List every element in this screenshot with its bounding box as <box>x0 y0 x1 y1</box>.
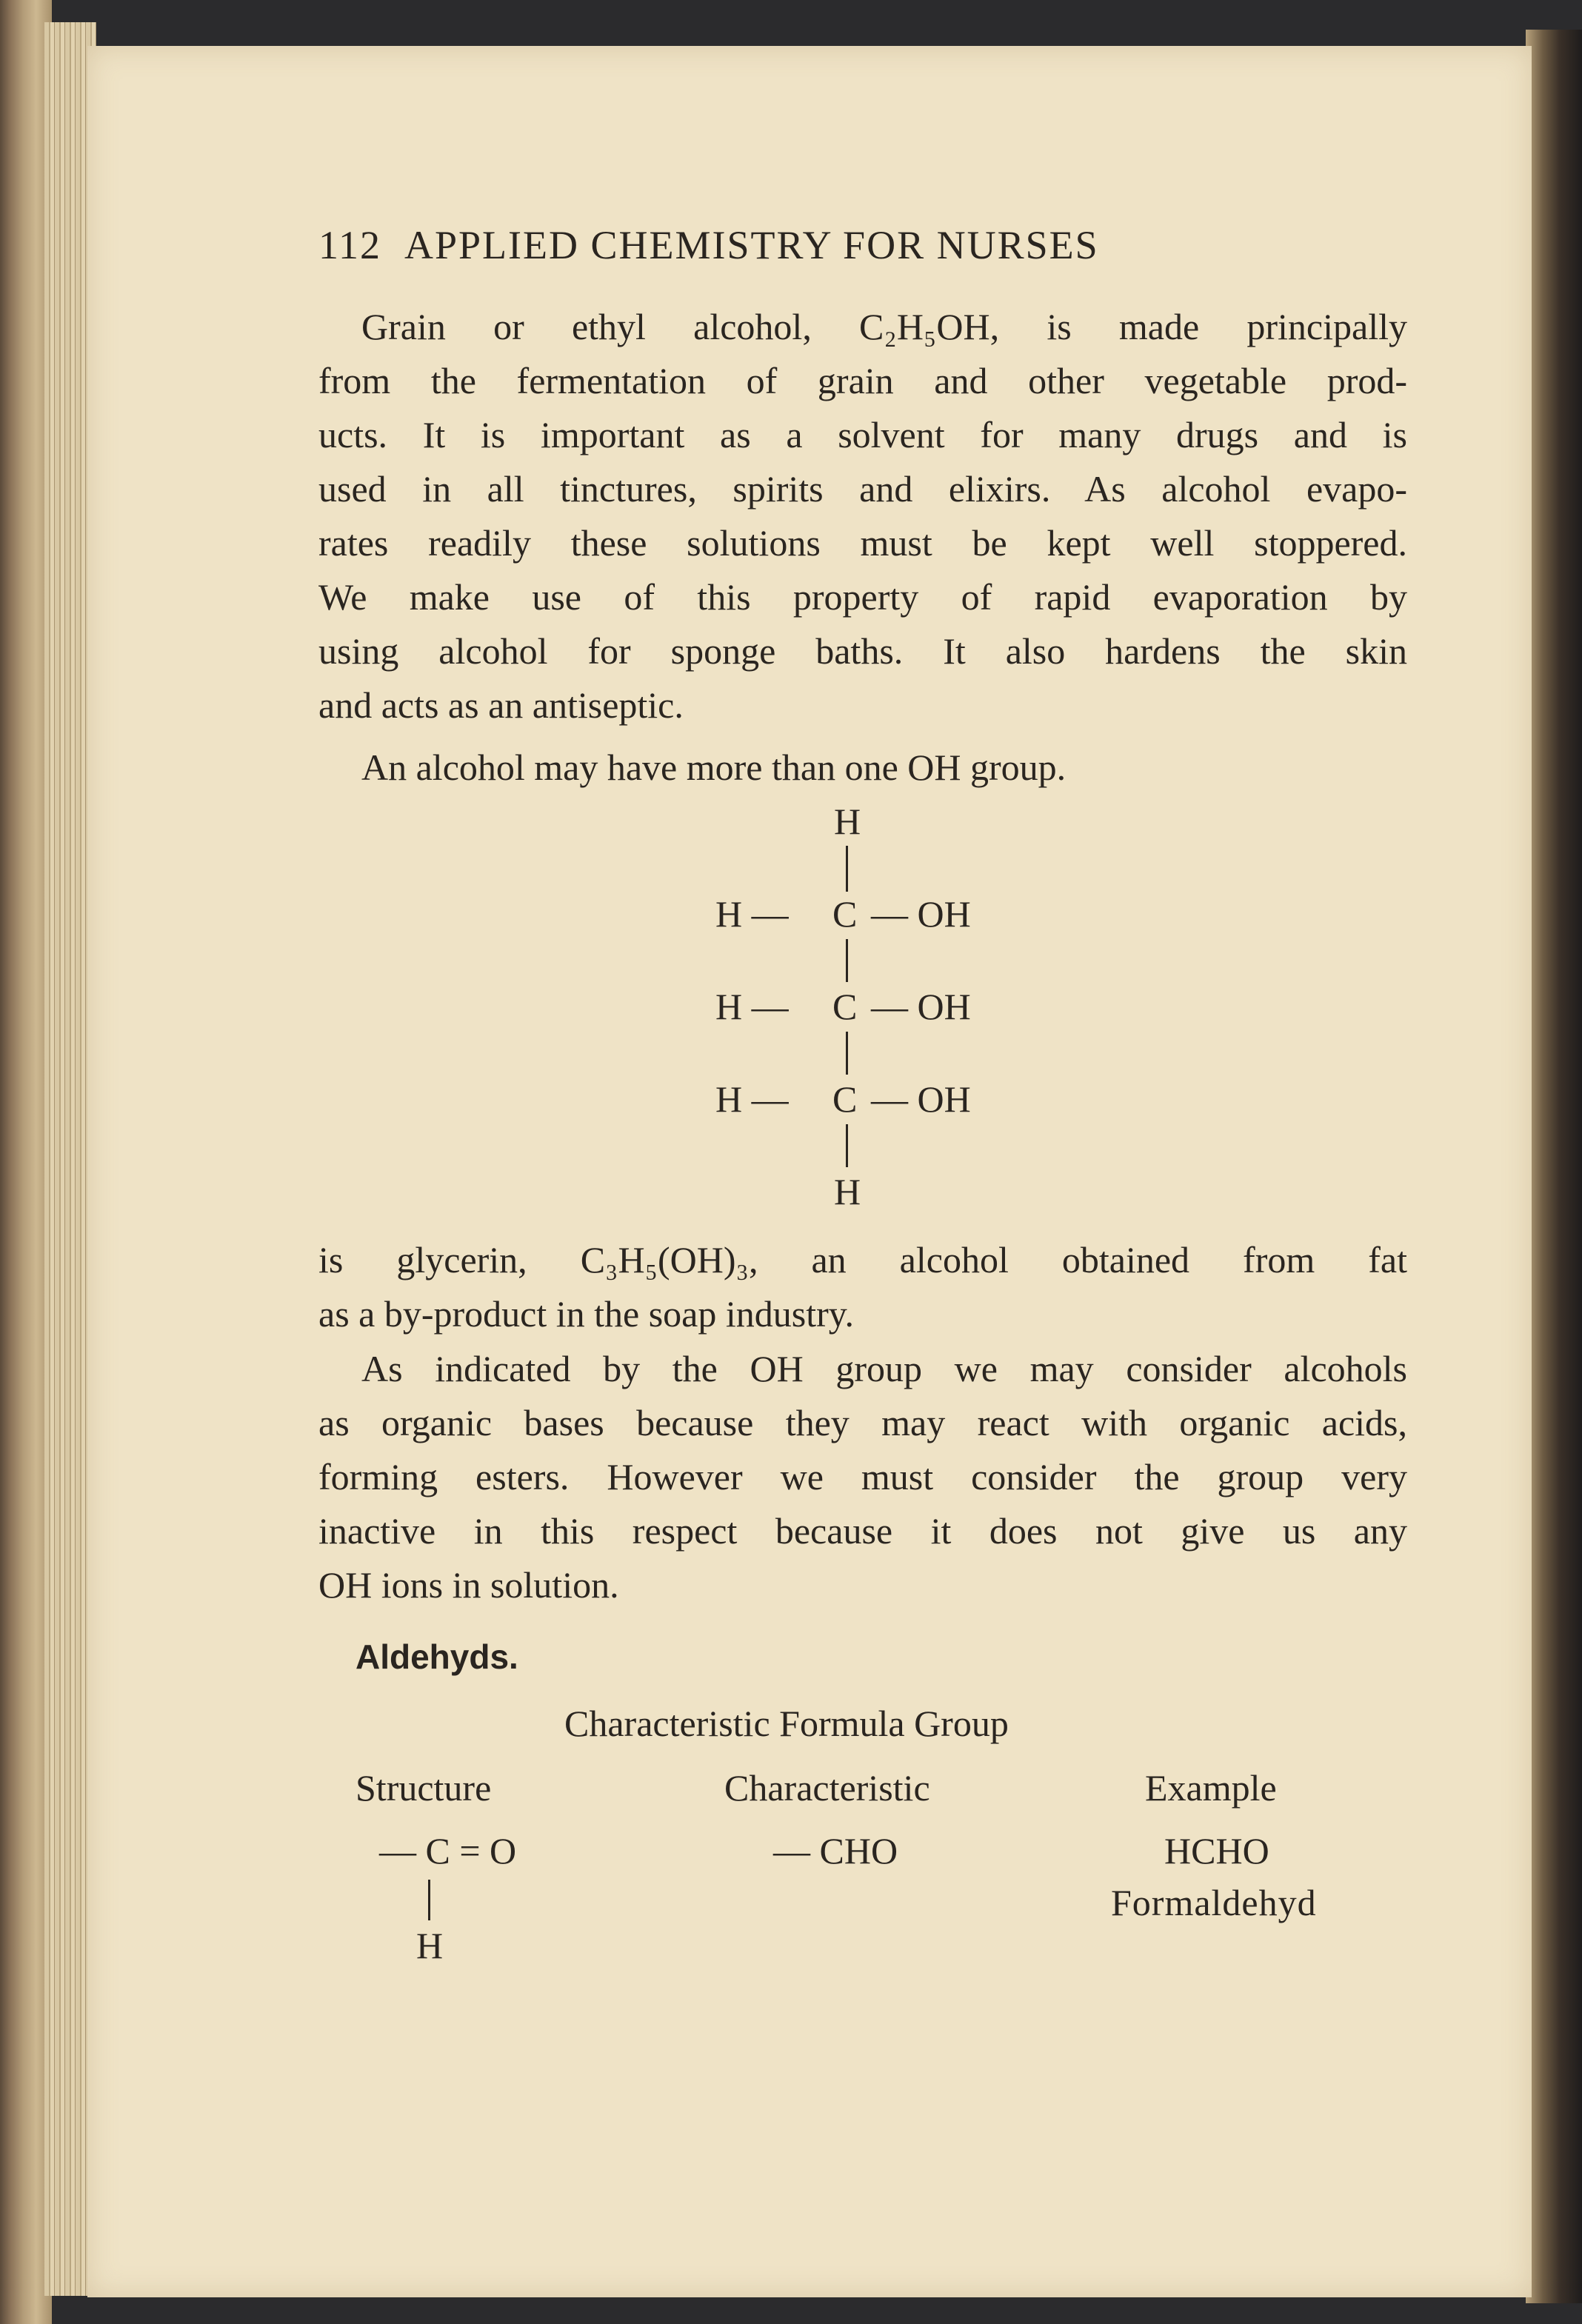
bond-line <box>428 1880 430 1920</box>
paragraph-organic-bases <box>318 1342 1407 1612</box>
book-right-edge <box>1526 30 1582 2303</box>
text-line: is glycerin, C₃H₅(OH)₃, an alcohol obtained from fat <box>318 1239 1407 1280</box>
bond-line <box>846 1032 848 1075</box>
text-line: ucts. It is important as a solvent for many drugs and is <box>318 414 1407 455</box>
structure-carbon-2: C <box>832 986 858 1027</box>
example-name: Formaldehyd <box>1111 1882 1317 1923</box>
paragraph-glycerin <box>318 1233 1407 1341</box>
text-line: from the fermentation of grain and other vegetable prod- <box>318 360 1407 401</box>
text-line: OH ions in solution. <box>318 1564 619 1606</box>
structure-right-3: — OH <box>871 1078 971 1120</box>
paragraph-ethyl-alcohol <box>318 300 1407 732</box>
structure-formula: — C = O <box>379 1830 517 1871</box>
text-line: using alcohol for sponge baths. It also hardens the skin <box>318 630 1407 672</box>
column-header-structure: Structure <box>356 1767 492 1809</box>
page-number: 112 <box>318 223 381 267</box>
characteristic-group: — CHO <box>773 1830 898 1871</box>
text-line: as organic bases because they may react with organic acids, <box>318 1402 1407 1443</box>
text-line: We make use of this property of rapid evaporation by <box>318 576 1407 618</box>
running-title: APPLIED CHEMISTRY FOR NURSES <box>404 223 1099 267</box>
text-line: rates readily these solutions must be kept well stoppered. <box>318 522 1407 564</box>
structure-left-2: H — <box>715 986 789 1027</box>
structure-carbon-3: C <box>832 1078 858 1120</box>
running-header <box>318 222 1099 268</box>
text-line: forming esters. However we must consider the group very <box>318 1456 1407 1497</box>
table-caption: Characteristic Formula Group <box>564 1703 1009 1744</box>
bond-line <box>846 846 848 892</box>
structure-left-3: H — <box>715 1078 789 1120</box>
text-line: Grain or ethyl alcohol, C₂H₅OH, is made principally <box>361 306 1407 347</box>
structure-hydrogen: H <box>416 1925 444 1966</box>
structure-left-1: H — <box>715 893 789 935</box>
text-line: An alcohol may have more than one OH group. <box>361 747 1067 788</box>
bond-line <box>846 1124 848 1167</box>
text-line: and acts as an antiseptic. <box>318 684 684 726</box>
structure-right-2: — OH <box>871 986 971 1027</box>
structure-carbon-1: C <box>832 893 858 935</box>
text-line: used in all tinctures, spirits and elixirs. As alcohol evapo- <box>318 468 1407 510</box>
bond-line <box>846 939 848 982</box>
column-header-characteristic: Characteristic <box>724 1767 930 1809</box>
example-formula: HCHO <box>1164 1830 1269 1871</box>
section-heading-aldehyds: Aldehyds. <box>356 1637 518 1676</box>
text-line: as a by-product in the soap industry. <box>318 1293 854 1335</box>
text-line: inactive in this respect because it does not give us any <box>318 1510 1407 1552</box>
paragraph-oh-groups <box>318 741 1407 795</box>
structure-atom-h-top: H <box>834 801 861 842</box>
structure-right-1: — OH <box>871 893 971 935</box>
structure-atom-h-bottom: H <box>834 1171 861 1212</box>
text-line: As indicated by the OH group we may consider alcohols <box>361 1348 1407 1389</box>
column-header-example: Example <box>1145 1767 1277 1809</box>
